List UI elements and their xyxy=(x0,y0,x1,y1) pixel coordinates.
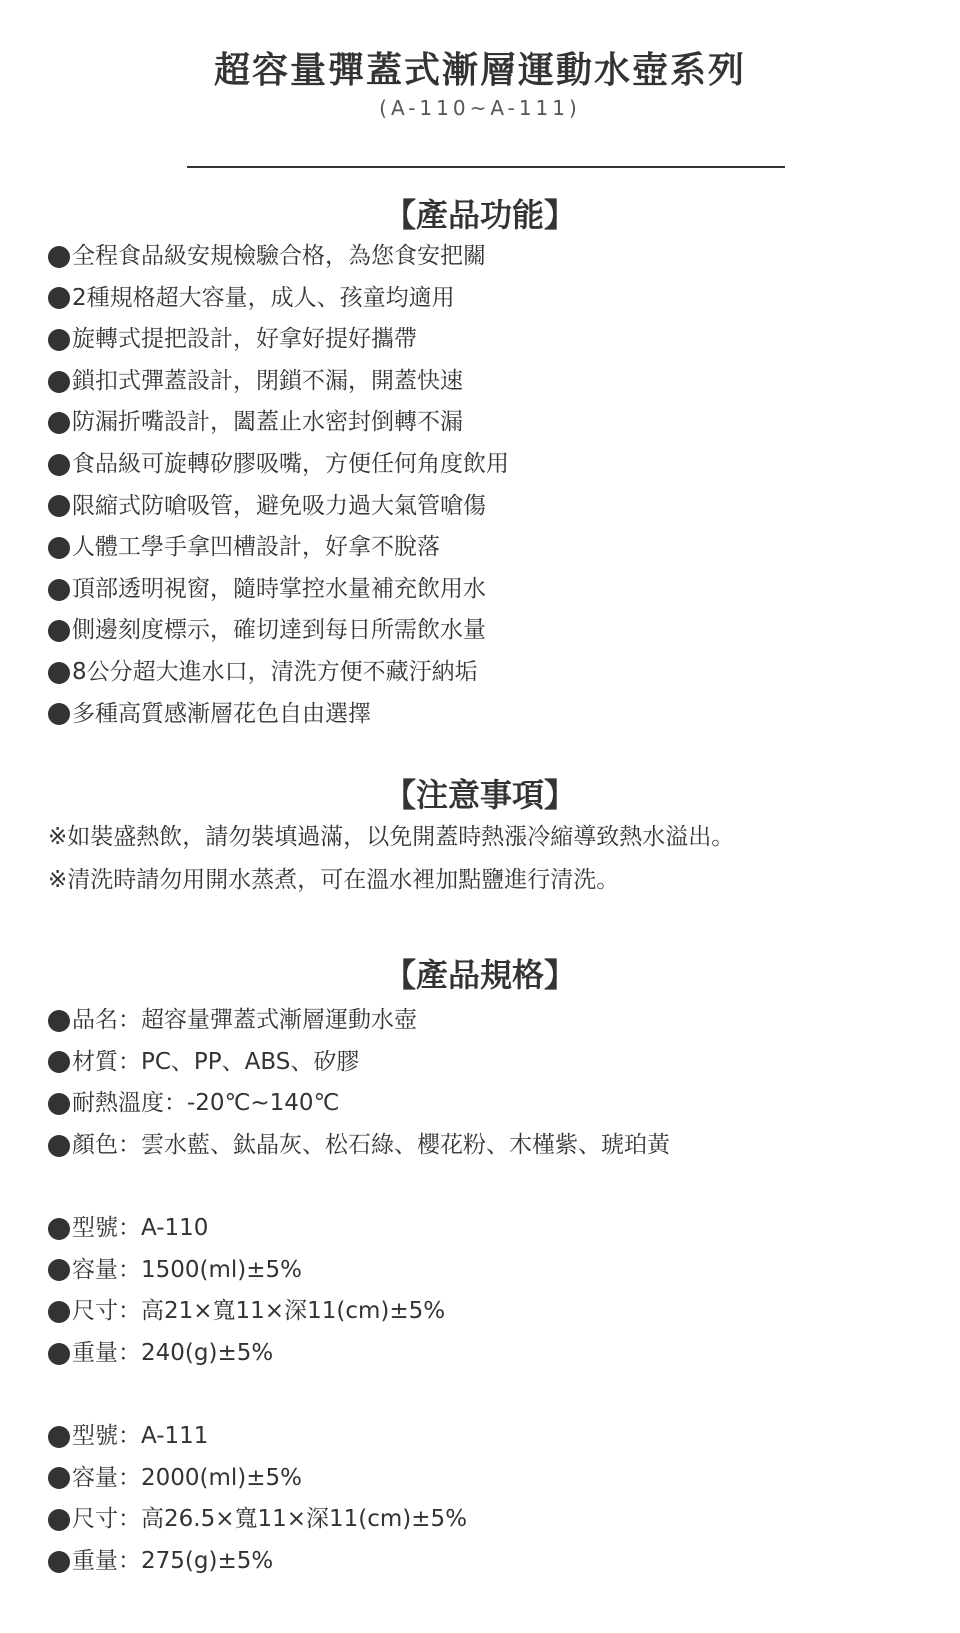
features-list xyxy=(48,236,509,735)
bullet-icon xyxy=(48,1301,70,1323)
spec-item xyxy=(48,1000,670,1042)
bullet-icon xyxy=(48,412,70,434)
spec-text: 尺寸：高26.5×寬11×深11(cm)±5% xyxy=(72,1506,468,1533)
note-item: ※如裝盛熱飲，請勿裝填過滿，以免開蓋時熱漲冷縮導致熱水溢出。 xyxy=(48,824,735,850)
feature-item xyxy=(48,486,509,528)
feature-item xyxy=(48,361,509,403)
feature-text: 食品級可旋轉矽膠吸嘴，方便任何角度飲用 xyxy=(72,450,509,477)
specs-a110-list xyxy=(48,1208,445,1374)
spec-item xyxy=(48,1541,467,1583)
specs-a111-list xyxy=(48,1416,467,1582)
feature-item xyxy=(48,694,509,736)
bullet-icon xyxy=(48,1010,70,1032)
feature-text: 頂部透明視窗，隨時掌控水量補充飲用水 xyxy=(72,575,486,602)
note-item: ※清洗時請勿用開水蒸煮，可在溫水裡加點鹽進行清洗。 xyxy=(48,867,620,893)
feature-item xyxy=(48,278,509,320)
bullet-icon xyxy=(48,1093,70,1115)
feature-item xyxy=(48,236,509,278)
model-range-subtitle: (A-110~A-111) xyxy=(379,96,581,120)
feature-text: 人體工學手拿凹槽設計，好拿不脫落 xyxy=(72,534,440,561)
bullet-icon xyxy=(48,1051,70,1073)
feature-item xyxy=(48,569,509,611)
specs-heading: 【產品規格】 xyxy=(383,956,576,994)
bullet-icon xyxy=(48,329,70,351)
feature-text: 8公分超大進水口，清洗方便不藏汙納垢 xyxy=(72,658,478,685)
features-heading: 【產品功能】 xyxy=(383,196,576,234)
feature-item xyxy=(48,610,509,652)
bullet-icon xyxy=(48,1343,70,1365)
feature-item xyxy=(48,319,509,361)
spec-text: 耐熱溫度：-20℃~140℃ xyxy=(72,1090,340,1117)
spec-text: 容量：2000(ml)±5% xyxy=(72,1464,303,1491)
feature-item xyxy=(48,652,509,694)
spec-text: 品名：超容量彈蓋式漸層運動水壺 xyxy=(72,1007,417,1033)
spec-item xyxy=(48,1333,445,1375)
spec-text: 容量：1500(ml)±5% xyxy=(72,1256,303,1283)
feature-text: 全程食品級安規檢驗合格，為您食安把關 xyxy=(72,243,486,269)
spec-item xyxy=(48,1208,445,1250)
title-divider xyxy=(187,166,785,168)
bullet-icon xyxy=(48,371,70,393)
bullet-icon xyxy=(48,662,70,684)
bullet-icon xyxy=(48,703,70,725)
spec-item xyxy=(48,1250,445,1292)
bullet-icon xyxy=(48,1135,70,1157)
feature-text: 2種規格超大容量，成人、孩童均適用 xyxy=(72,284,455,311)
bullet-icon xyxy=(48,620,70,642)
feature-item xyxy=(48,444,509,486)
spec-text: 型號：A-111 xyxy=(72,1423,209,1449)
feature-text: 限縮式防嗆吸管，避免吸力過大氣管嗆傷 xyxy=(72,492,486,519)
bullet-icon xyxy=(48,495,70,517)
spec-text: 顏色：雲水藍、鈦晶灰、松石綠、櫻花粉、木槿紫、琥珀黃 xyxy=(72,1131,670,1158)
specs-general-list xyxy=(48,1000,670,1166)
bullet-icon xyxy=(48,246,70,268)
spec-text: 材質：PC、PP、ABS、矽膠 xyxy=(72,1048,360,1075)
feature-text: 防漏折嘴設計，闔蓋止水密封倒轉不漏 xyxy=(72,409,463,436)
bullet-icon xyxy=(48,579,70,601)
spec-item xyxy=(48,1125,670,1167)
bullet-icon xyxy=(48,1218,70,1240)
spec-item xyxy=(48,1042,670,1084)
spec-text: 重量：240(g)±5% xyxy=(72,1339,274,1366)
feature-item xyxy=(48,402,509,444)
bullet-icon xyxy=(48,1426,70,1448)
notes-heading: 【注意事項】 xyxy=(383,776,576,814)
spec-text: 重量：275(g)±5% xyxy=(72,1547,274,1574)
feature-text: 旋轉式提把設計，好拿好提好攜帶 xyxy=(72,326,417,353)
bullet-icon xyxy=(48,1551,70,1573)
feature-item xyxy=(48,527,509,569)
spec-item xyxy=(48,1291,445,1333)
bullet-icon xyxy=(48,454,70,476)
bullet-icon xyxy=(48,1509,70,1531)
feature-text: 鎖扣式彈蓋設計，閉鎖不漏，開蓋快速 xyxy=(72,367,463,394)
spec-item xyxy=(48,1416,467,1458)
feature-text: 側邊刻度標示，確切達到每日所需飲水量 xyxy=(72,617,486,644)
bullet-icon xyxy=(48,537,70,559)
spec-item xyxy=(48,1458,467,1500)
notes-list xyxy=(48,816,734,902)
feature-text: 多種高質感漸層花色自由選擇 xyxy=(72,700,371,727)
bullet-icon xyxy=(48,1259,70,1281)
bullet-icon xyxy=(48,1467,70,1489)
spec-item xyxy=(48,1499,467,1541)
bullet-icon xyxy=(48,287,70,309)
spec-text: 尺寸：高21×寬11×深11(cm)±5% xyxy=(72,1298,446,1325)
spec-text: 型號：A-110 xyxy=(72,1215,209,1241)
spec-item xyxy=(48,1083,670,1125)
page-title: 超容量彈蓋式漸層運動水壺系列 xyxy=(213,50,746,91)
